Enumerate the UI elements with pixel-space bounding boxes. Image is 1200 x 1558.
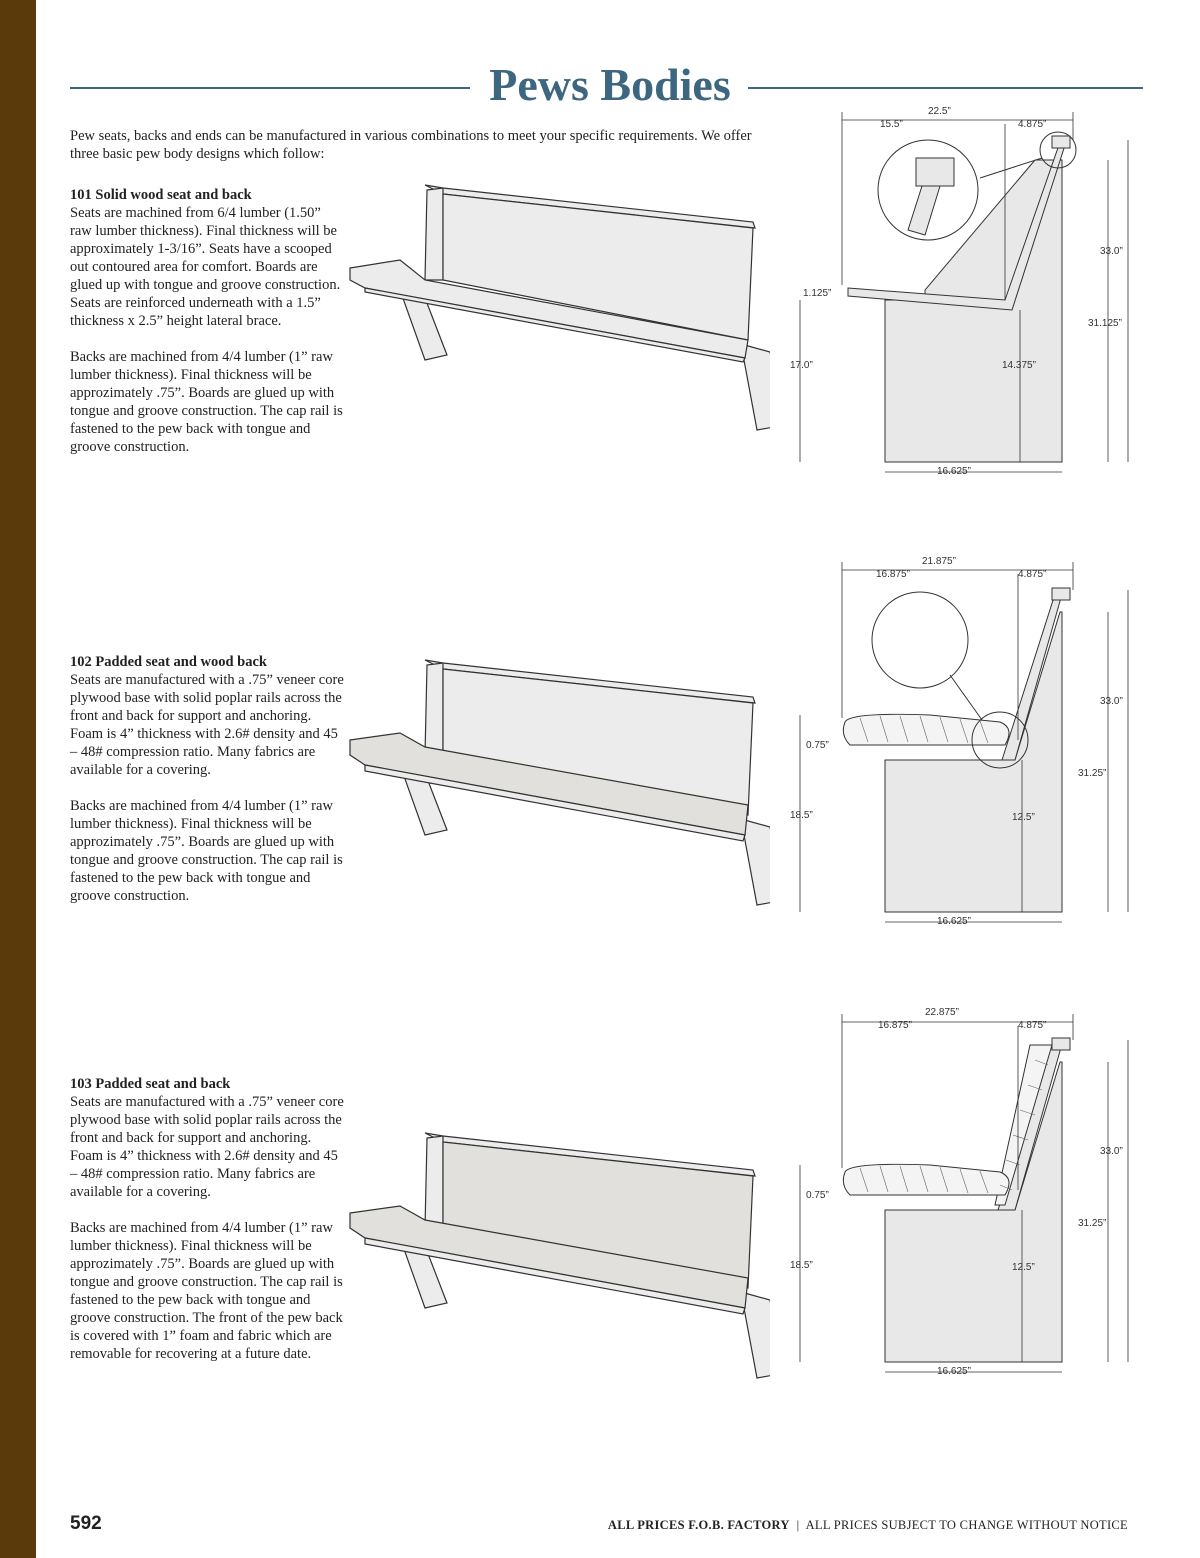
footer-notice <box>608 1518 1128 1533</box>
seat-description: Seats are manufactured with a .75” veneer core plywood base with solid poplar rails across the front and back for support and anchoring. Foam is 4” thickness with 2.6# density and 45 – 48# compression ratio. Many fabrics are available for a covering. <box>70 1094 344 1200</box>
dim-overall-depth: 22.875” <box>925 1007 959 1018</box>
design-102-text <box>70 653 345 923</box>
dim-seat-height: 18.5” <box>790 810 813 821</box>
design-101-text <box>70 186 345 474</box>
profile-101-diagram <box>790 100 1135 480</box>
dim-back-depth: 4.875” <box>1018 119 1047 130</box>
dim-inner-height: 12.5” <box>1012 1262 1035 1273</box>
footer-fob: ALL PRICES F.O.B. FACTORY <box>607 1518 790 1532</box>
dim-back-height: 31.25” <box>1078 768 1107 779</box>
design-heading: 103 Padded seat and back <box>70 1076 231 1092</box>
dim-seat-depth: 16.875” <box>876 569 910 580</box>
dim-overall-depth: 22.5” <box>928 106 951 117</box>
page-spine-bar <box>0 0 36 1558</box>
pew-103-illustration <box>345 1128 770 1383</box>
seat-description: Seats are manufactured with a .75” veneer core plywood base with solid poplar rails across the front and back for support and anchoring. Foam is 4” thickness with 2.6# density and 45 – 48# compression ratio. Many fabrics are available for a covering. <box>70 672 344 778</box>
dim-seat-thickness: 0.75” <box>806 740 829 751</box>
dim-back-depth: 4.875” <box>1018 1020 1047 1031</box>
pew-102-illustration <box>345 655 770 910</box>
page-title: Pews Bodies <box>489 59 731 110</box>
footer-price-notice: ALL PRICES SUBJECT TO CHANGE WITHOUT NOTICE <box>805 1518 1128 1532</box>
dim-total-height: 33.0” <box>1100 1146 1123 1157</box>
title-rule-right <box>748 87 1143 89</box>
footer-separator: | <box>796 1518 800 1532</box>
dim-seat-thickness: 1.125” <box>803 288 832 299</box>
dim-inner-height: 14.375” <box>1002 360 1036 371</box>
intro-text: Pew seats, backs and ends can be manufactured in various combinations to meet your specific requirements. We offer three basic pew body designs which follow: <box>70 128 752 162</box>
dim-base-depth: 16.625” <box>937 916 971 927</box>
profile-102-diagram <box>790 550 1135 930</box>
dim-back-height: 31.125” <box>1088 318 1122 329</box>
dim-seat-height: 18.5” <box>790 1260 813 1271</box>
dim-base-depth: 16.625” <box>937 1366 971 1377</box>
back-description: Backs are machined from 4/4 lumber (1” raw lumber thickness). Final thickness will be approzimately .75”. Boards are glued up with tongue and groove construction. The cap rail is fastened to the pew back with tongue and groove construction. <box>70 349 343 455</box>
back-description: Backs are machined from 4/4 lumber (1” raw lumber thickness). Final thickness will be approzimately .75”. Boards are glued up with tongue and groove construction. The cap rail is fastened to the pew back with tongue and groove construction. <box>70 798 343 904</box>
dim-base-depth: 16.625” <box>937 466 971 477</box>
title-rule-left <box>70 87 470 89</box>
dim-seat-height: 17.0” <box>790 360 813 371</box>
dim-seat-depth: 15.5” <box>880 119 903 130</box>
page-number: 592 <box>70 1513 102 1534</box>
seat-description: Seats are machined from 6/4 lumber (1.50” raw lumber thickness). Final thickness will be approximately 1-3/16”. Seats have a scooped out contoured area for comfort. Boards are glued up with tongue and groove construction. Seats are reinforced underneath with a 1.5” thickness x 2.5” height lateral brace. <box>70 205 341 329</box>
dim-overall-depth: 21.875” <box>922 556 956 567</box>
dim-back-depth: 4.875” <box>1018 569 1047 580</box>
dim-inner-height: 12.5” <box>1012 812 1035 823</box>
design-heading: 101 Solid wood seat and back <box>70 187 252 203</box>
dim-seat-depth: 16.875” <box>878 1020 912 1031</box>
dim-back-height: 31.25” <box>1078 1218 1107 1229</box>
profile-103-diagram <box>790 1000 1135 1380</box>
dim-total-height: 33.0” <box>1100 696 1123 707</box>
back-description: Backs are machined from 4/4 lumber (1” raw lumber thickness). Final thickness will be approzimately .75”. Boards are glued up with tongue and groove construction. The cap rail is fastened to the pew back with tongue and groove construction. The front of the pew back is covered with 1” foam and fabric which are removable for recovering at a future date. <box>70 1220 343 1362</box>
pew-101-illustration <box>345 180 770 435</box>
dim-seat-thickness: 0.75” <box>806 1190 829 1201</box>
design-heading: 102 Padded seat and wood back <box>70 654 267 670</box>
design-103-text <box>70 1075 345 1381</box>
dim-total-height: 33.0” <box>1100 246 1123 257</box>
